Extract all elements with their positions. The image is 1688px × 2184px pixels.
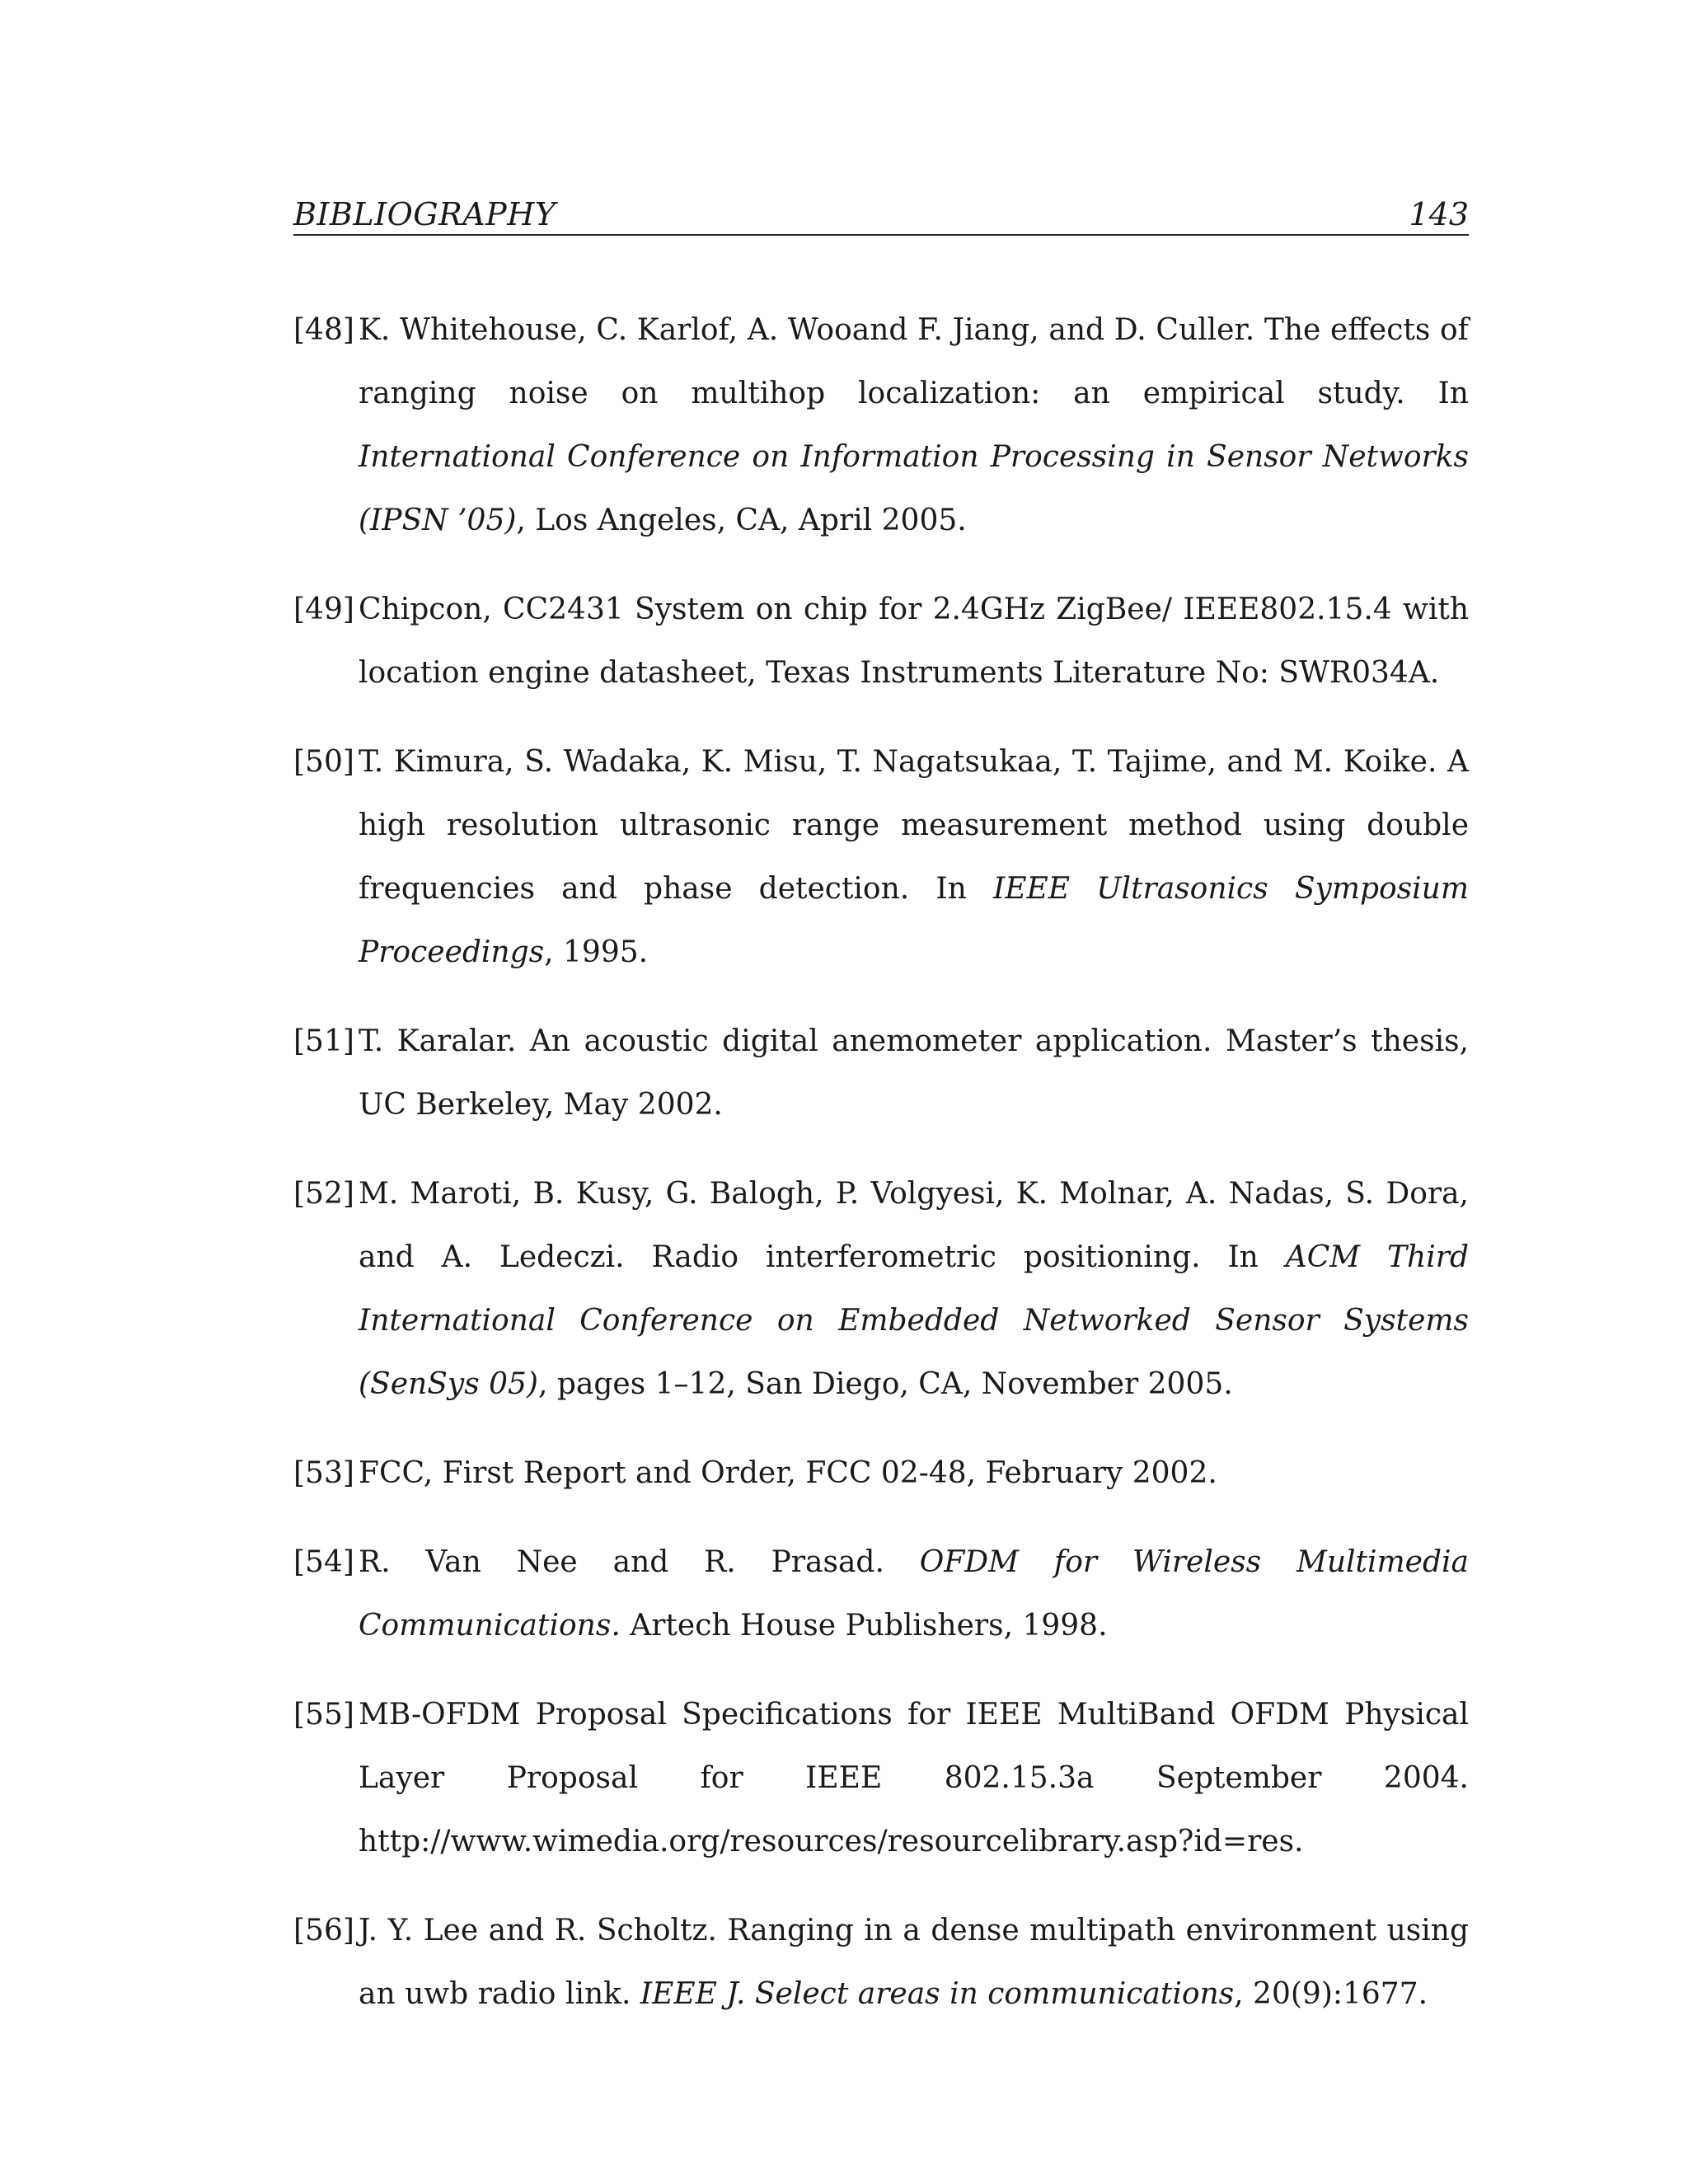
reference-text-part: , 20(9):1677. <box>1234 1977 1428 2011</box>
reference-label: [50] <box>293 745 354 779</box>
header-title: BIBLIOGRAPHY <box>293 196 556 232</box>
reference-text-part: J. Y. Lee and R. Scholtz. Ranging in a dense multipath environment using an uwb radio link. <box>359 1914 1469 2011</box>
reference-text-part: , 1995. <box>544 935 649 969</box>
reference-text <box>359 1441 1469 1505</box>
reference-text <box>359 1162 1469 1416</box>
reference-55 <box>293 1683 1469 1873</box>
reference-label: [56] <box>293 1914 354 1947</box>
reference-list <box>293 298 1469 2051</box>
reference-label: [53] <box>293 1456 354 1490</box>
reference-text <box>359 1683 1469 1873</box>
reference-label: [48] <box>293 313 354 347</box>
reference-venue: IEEE Ultrasonics Symposium Proceedings <box>359 872 1469 969</box>
reference-label: [52] <box>293 1177 354 1211</box>
reference-label: [49] <box>293 593 354 626</box>
reference-51 <box>293 1010 1469 1137</box>
reference-venue: International Conference on Information Processing in Sensor Networks (IPSN ’05) <box>359 440 1469 537</box>
reference-text <box>359 1010 1469 1137</box>
reference-text-part: , pages 1–12, San Diego, CA, November 2005. <box>537 1367 1233 1401</box>
reference-text-part: , Los Angeles, CA, April 2005. <box>516 504 967 537</box>
reference-label: [51] <box>293 1024 354 1058</box>
reference-50 <box>293 730 1469 984</box>
reference-venue: OFDM for Wireless Multimedia Communications. <box>359 1545 1469 1643</box>
reference-56 <box>293 1899 1469 2026</box>
reference-text-part: T. Karalar. An acoustic digital anemometer application. Master’s thesis, UC Berkeley, May 2002. <box>359 1024 1469 1122</box>
reference-venue: ACM Third International Conference on Embedded Networked Sensor Systems (SenSys 05) <box>359 1240 1470 1401</box>
reference-48 <box>293 298 1469 552</box>
reference-text <box>359 1899 1469 2026</box>
reference-label: [54] <box>293 1545 354 1579</box>
reference-52 <box>293 1162 1469 1416</box>
reference-text-part: MB-OFDM Proposal Specifications for IEEE MultiBand OFDM Physical Layer Proposal for IEEE 802.15.3a September 2004. http://www.wimedia.org/resources/resourcelibrary.asp?id=res. <box>359 1698 1469 1858</box>
running-header <box>293 188 1469 236</box>
reference-text-part: Artech House Publishers, 1998. <box>620 1609 1108 1643</box>
reference-53 <box>293 1441 1469 1505</box>
reference-text <box>359 298 1469 552</box>
reference-text-part: K. Whitehouse, C. Karlof, A. Wooand F. Jiang, and D. Culler. The effects of ranging noise on multihop localization: an empirical study. In <box>359 313 1469 410</box>
reference-54 <box>293 1530 1469 1657</box>
reference-text-part: M. Maroti, B. Kusy, G. Balogh, P. Volgyesi, K. Molnar, A. Nadas, S. Dora, and A. Ledeczi. Radio interferometric positioning. In <box>359 1177 1469 1274</box>
reference-49 <box>293 578 1469 705</box>
reference-text-part: FCC, First Report and Order, FCC 02-48, February 2002. <box>359 1456 1217 1490</box>
page-number: 143 <box>1409 196 1469 232</box>
reference-text <box>359 578 1469 705</box>
reference-label: [55] <box>293 1698 354 1732</box>
reference-text <box>359 730 1469 984</box>
reference-venue: IEEE J. Select areas in communications <box>640 1977 1235 2011</box>
reference-text <box>359 1530 1469 1657</box>
reference-text-part: R. Van Nee and R. Prasad. <box>359 1545 920 1579</box>
reference-text-part: T. Kimura, S. Wadaka, K. Misu, T. Nagatsukaa, T. Tajime, and M. Koike. A high resolution ultrasonic range measurement method using double frequencies and phase detection. In <box>359 745 1469 906</box>
reference-text-part: Chipcon, CC2431 System on chip for 2.4GHz ZigBee/ IEEE802.15.4 with location engine datasheet, Texas Instruments Literature No: SWR034A. <box>359 593 1469 690</box>
